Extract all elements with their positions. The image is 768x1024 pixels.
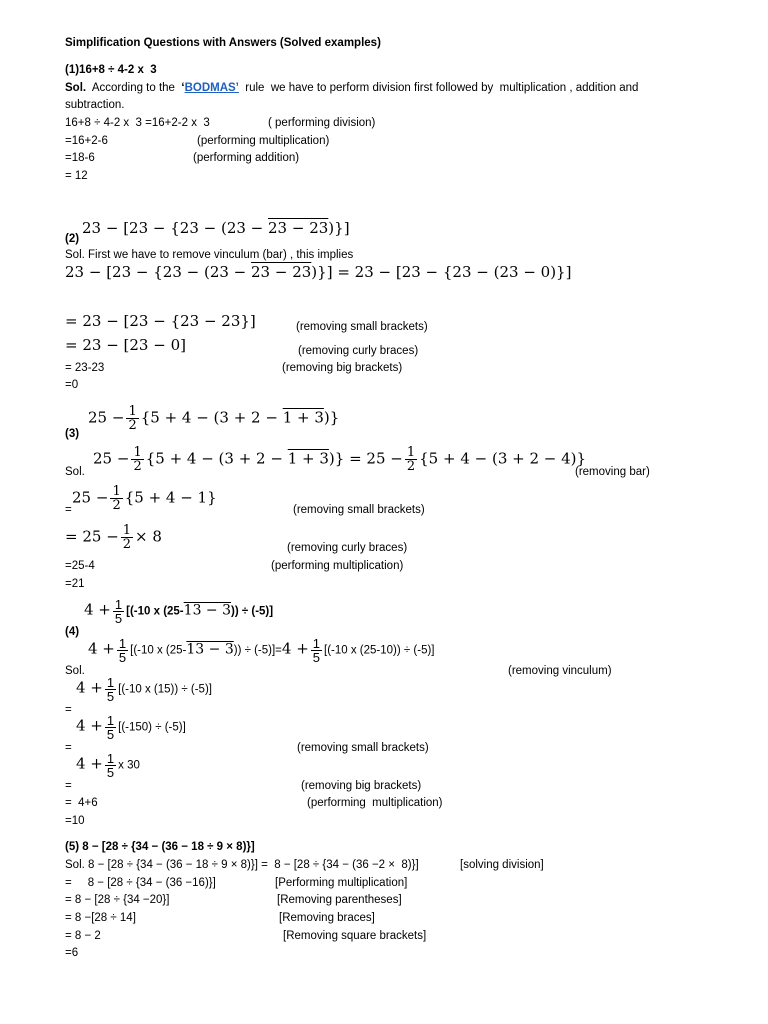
q2-number: (2)	[65, 233, 80, 245]
q2-step-3: = 23 − [23 − 0]	[65, 336, 186, 354]
q4-sol-label: Sol.	[65, 665, 85, 677]
q4-step-6: =10	[65, 815, 85, 827]
q1-note-2: (performing multiplication)	[197, 135, 330, 147]
q1-step-4: = 12	[65, 170, 88, 182]
q5-step-2: = 8 − [28 ÷ {34 − (36 −16)}]	[65, 877, 216, 889]
q4-number: (4)	[65, 626, 80, 638]
q4-step-5: = 4+6	[65, 797, 98, 809]
q5-note-3: [Removing parentheses]	[277, 894, 402, 906]
q1-note-1: ( performing division)	[268, 117, 376, 129]
q4-note-5: (performing multiplication)	[307, 797, 443, 809]
fraction-half: $\frac{1}{2}$	[128, 404, 137, 433]
q5-heading: (5) 8 − [28 ÷ {34 − (36 − 18 ÷ 9 × 8)}]	[65, 841, 255, 853]
q2-step-4: = 23-23	[65, 362, 105, 374]
q5-step-3: = 8 − [28 ÷ {34 −20}]	[65, 894, 170, 906]
q2-step-2: = 23 − [23 − {23 − 23}]	[65, 312, 256, 330]
q5-step-4: = 8 −[28 ÷ 14]	[65, 912, 136, 924]
q1-step-3: =18-6	[65, 152, 95, 164]
q1-solution-intro	[65, 81, 638, 95]
q4-note-4: (removing big brackets)	[301, 780, 422, 792]
q1-heading: (1)16+8 ÷ 4-2 x 3	[65, 64, 157, 76]
q2-step-5: =0	[65, 379, 79, 391]
page-title: Simplification Questions with Answers (Solved examples)	[65, 37, 381, 49]
q4-step-4: 4 + $\frac{1}{5}$ x 30	[76, 751, 140, 780]
q3-note-1: (removing bar)	[575, 466, 650, 478]
q1-note-3: (performing addition)	[193, 152, 300, 164]
q4-step-3: 4 + $\frac{1}{5}$ [(-150) ÷ (-5)]	[76, 713, 186, 742]
q3-note-3: (removing curly braces)	[287, 542, 408, 554]
q3-number: (3)	[65, 428, 80, 440]
q4-eq-3: =	[65, 742, 72, 754]
q3-step-1: 25 − $\frac{1}{2}$ {5 + 4 − (3 + 2 − 1 + 3)} = 25 − $\frac{1}{2}$ {5 + 4 − (3 + 2 − 4)}	[93, 445, 587, 474]
q3-expression: 25 − $\frac{1}{2}$ {5 + 4 − (3 + 2 − 1 + 3)}	[88, 404, 340, 433]
q1-step-2: =16+2-6	[65, 135, 108, 147]
q1-solution-cont: subtraction.	[65, 99, 125, 111]
q2-note-4: (removing big brackets)	[282, 362, 403, 374]
q5-note-2: [Performing multiplication]	[275, 877, 408, 889]
q4-heading: 4 + $\frac{1}{5}$ [(-10 x (25-13 − 3)) ÷ (-5)]	[84, 597, 274, 626]
q1-step-1: 16+8 ÷ 4-2 x 3 =16+2-2 x 3	[65, 117, 210, 129]
q4-note-1: (removing vinculum)	[508, 665, 612, 677]
q4-eq-2: =	[65, 704, 72, 716]
q3-sol-label: Sol.	[65, 466, 85, 478]
q4-step-2: 4 + $\frac{1}{5}$ [(-10 x (15)) ÷ (-5)]	[76, 675, 212, 704]
q5-note-5: [Removing square brackets]	[283, 930, 427, 942]
q2-note-3: (removing curly braces)	[298, 345, 419, 357]
q2-expression: 23 − [23 − {23 − (23 − 23 − 23)}]	[82, 219, 350, 237]
q5-step-6: =6	[65, 947, 79, 959]
q3-step-5: =21	[65, 578, 85, 590]
q4-eq-4: =	[65, 780, 72, 792]
q1-rule-text: rule we have to perform division first followed by multiplication , addition and	[238, 82, 639, 94]
sol-label: Sol.	[65, 82, 87, 94]
q2-step-1: 23 − [23 − {23 − (23 − 23 − 23)}] = 23 − [23 − {23 − (23 − 0)}]	[65, 263, 572, 281]
q3-step-4: =25-4	[65, 560, 95, 572]
q4-note-3: (removing small brackets)	[297, 742, 429, 754]
q3-note-4: (performing multiplication)	[271, 560, 404, 572]
quote-mark: ‘	[181, 82, 185, 94]
bodmas-link[interactable]: BODMAS’	[184, 82, 239, 94]
q1-intro-text: According to the	[86, 82, 182, 94]
q5-note-1: [solving division]	[460, 859, 544, 871]
q3-eq-sign: =	[65, 504, 72, 516]
q5-step-5: = 8 − 2	[65, 930, 101, 942]
q5-note-4: [Removing braces]	[279, 912, 375, 924]
q2-solution-intro: Sol. First we have to remove vinculum (bar) , this implies	[65, 249, 354, 261]
q4-step-1: 4 + $\frac{1}{5}$ [(-10 x (25-13 − 3)) ÷ (-5)]=4 + $\frac{1}{5}$ [(-10 x (25-10)) ÷ (-5)]	[88, 636, 435, 665]
q3-step-3: = 25 − $\frac{1}{2}$ × 8	[65, 523, 162, 552]
q3-note-2: (removing small brackets)	[293, 504, 425, 516]
q3-step-2: 25 − $\frac{1}{2}$ {5 + 4 − 1}	[72, 484, 217, 513]
q5-step-1: Sol. 8 − [28 ÷ {34 − (36 − 18 ÷ 9 × 8)}] = 8 − [28 ÷ {34 − (36 −2 × 8)}]	[65, 859, 419, 871]
q2-note-2: (removing small brackets)	[296, 321, 428, 333]
